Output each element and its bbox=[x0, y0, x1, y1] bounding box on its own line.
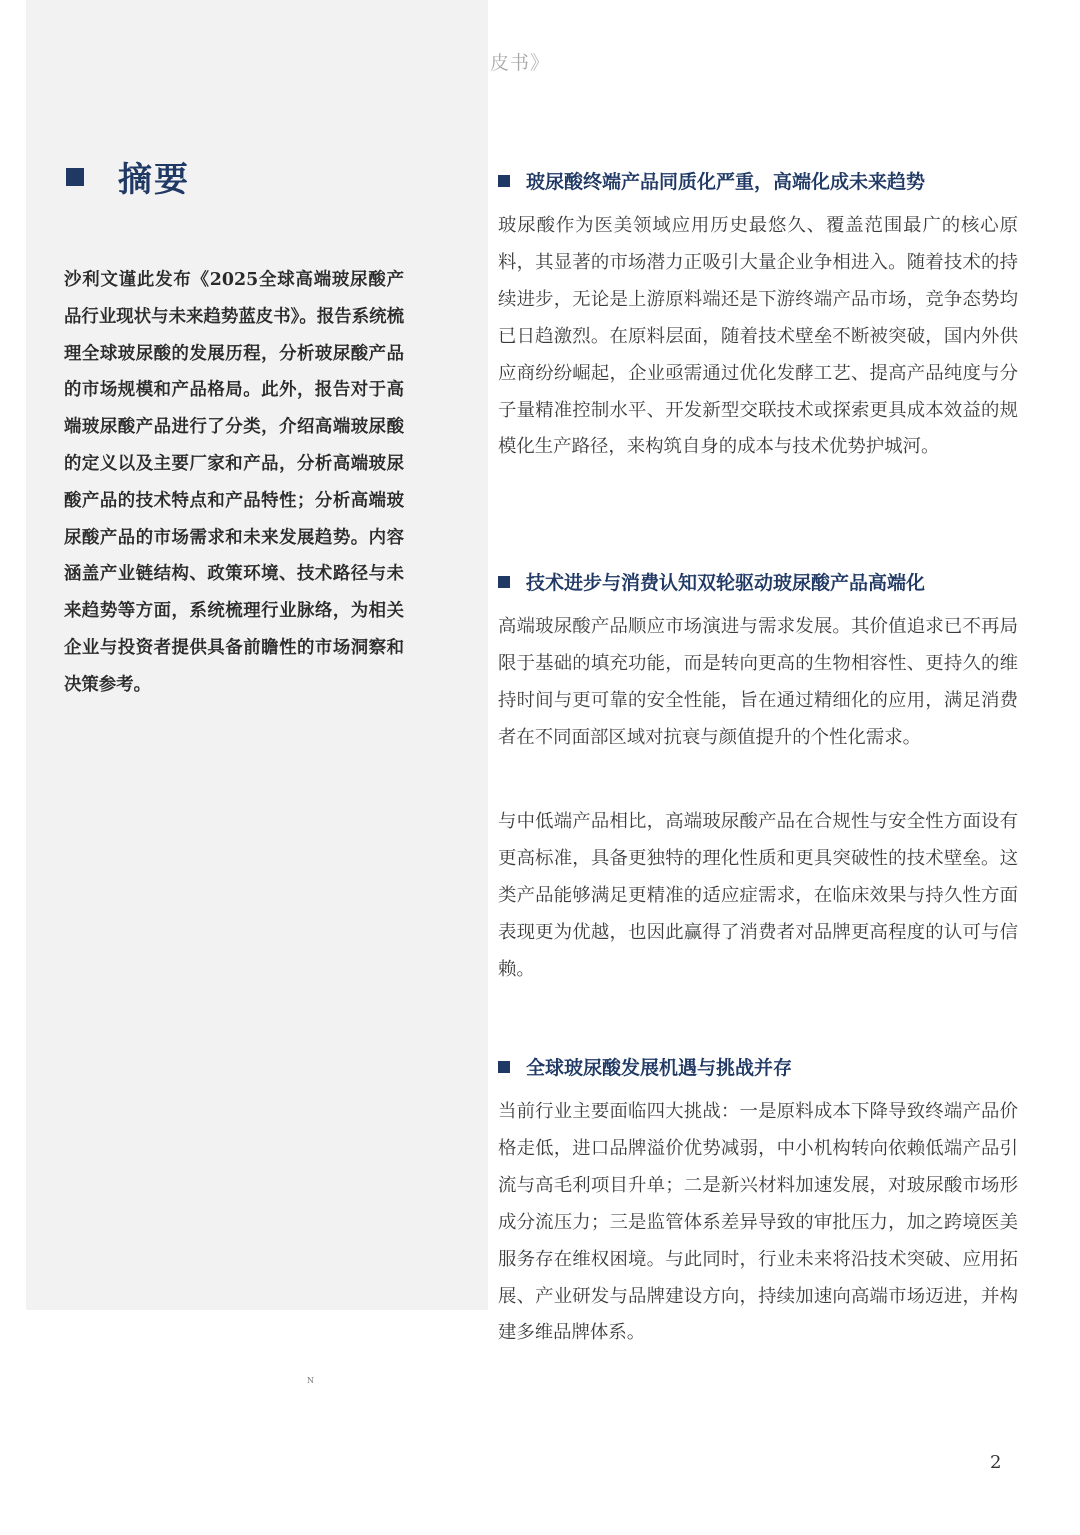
section-3-paragraph-1: 当前行业主要面临四大挑战：一是原料成本下降导致终端产品价格走低，进口品牌溢价优势减弱，中小机构转向依赖低端产品引流与高毛利项目升单；二是新兴材料加速发展，对玻尿酸市场形成分流压力；三是监管体系差异导致的审批压力，加之跨境医美服务存在维权困境。与此同时，行业未来将沿技术突破、应用拓展、产业研发与品牌建设方向，持续加速向高端市场迈进，并构建多维品牌体系。 bbox=[498, 1101, 1018, 1344]
running-header: 皮书》 bbox=[490, 52, 551, 74]
square-bullet-icon bbox=[498, 576, 510, 588]
section-2-paragraph-2: 与中低端产品相比，高端玻尿酸产品在合规性与安全性方面设有更高标准，具备更独特的理化性质和更具突破性的技术壁垒。这类产品能够满足更精准的适应症需求，在临床效果与持久性方面表现更为优越，也因此赢得了消费者对品牌更高程度的认可与信赖。 bbox=[498, 811, 1018, 980]
section-title: 全球玻尿酸发展机遇与挑战并存 bbox=[526, 1057, 793, 1079]
page-number: 2 bbox=[990, 1452, 1002, 1473]
section-heading-3 bbox=[498, 1053, 792, 1080]
section-1-paragraph-1: 玻尿酸作为医美领域应用历史最悠久、覆盖范围最广的核心原料，其显著的市场潜力正吸引大量企业争相进入。随着技术的持续进步，无论是上游原料端还是下游终端产品市场，竞争态势均已日趋激烈。在原料层面，随着技术壁垒不断被突破，国内外供应商纷纷崛起，企业亟需通过优化发酵工艺、提高产品纯度与分子量精准控制水平、开发新型交联技术或探索更具成本效益的规模化生产路径，来构筑自身的成本与技术优势护城河。 bbox=[498, 215, 1018, 458]
section-2-paragraph-1: 高端玻尿酸产品顺应市场演进与需求发展。其价值追求已不再局限于基础的填充功能，而是转向更高的生物相容性、更持久的维持时间与更可靠的安全性能，旨在通过精细化的应用，满足消费者在不同面部区域对抗衰与颜值提升的个性化需求。 bbox=[498, 616, 1018, 748]
abstract-body: 沙利文谨此发布《2025全球高端玻尿酸产品行业现状与未来趋势蓝皮书》。报告系统梳理全球玻尿酸的发展历程，分析玻尿酸产品的市场规模和产品格局。此外，报告对于高端玻尿酸产品进行了分类，介绍高端玻尿酸的定义以及主要厂家和产品，分析高端玻尿酸产品的技术特点和产品特性；分析高端玻尿酸产品的市场需求和未来发展趋势。内容涵盖产业链结构、政策环境、技术路径与未来趋势等方面，系统梳理行业脉络，为相关企业与投资者提供具备前瞻性的市场洞察和决策参考。 bbox=[64, 270, 404, 695]
footer-mark: N bbox=[307, 1376, 314, 1385]
section-title: 玻尿酸终端产品同质化严重，高端化成未来趋势 bbox=[526, 171, 926, 193]
square-bullet-icon bbox=[498, 1061, 510, 1073]
section-title: 技术进步与消费认知双轮驱动玻尿酸产品高端化 bbox=[526, 572, 926, 594]
abstract-heading bbox=[66, 152, 190, 201]
abstract-title: 摘要 bbox=[118, 160, 190, 200]
section-heading-2 bbox=[498, 568, 925, 595]
section-heading-1 bbox=[498, 167, 925, 194]
square-bullet-icon bbox=[66, 168, 84, 186]
square-bullet-icon bbox=[498, 175, 510, 187]
